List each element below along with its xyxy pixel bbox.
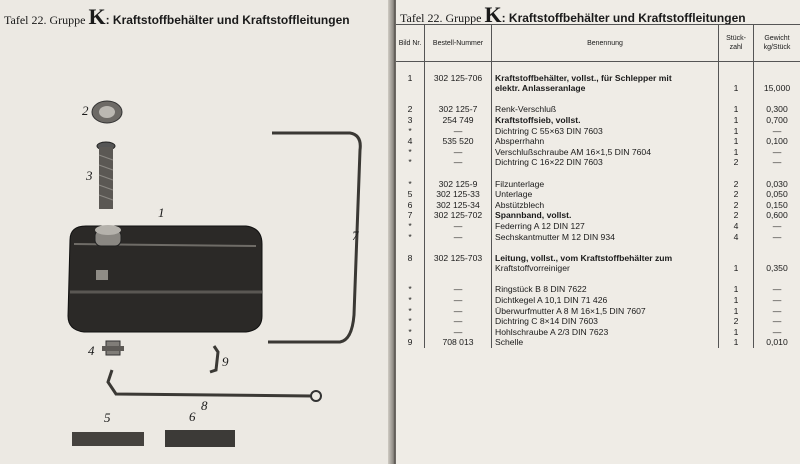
table-row <box>396 295 800 306</box>
cell-part: — <box>425 147 492 158</box>
cell-weight: 0,010 <box>766 337 788 348</box>
table-row <box>396 263 800 274</box>
cell-desc: Abstützblech <box>492 200 719 211</box>
cell-desc: Sechskantmutter M 12 DIN 934 <box>492 232 719 243</box>
cell-weight: — <box>772 284 782 295</box>
cell-weight: — <box>772 220 782 231</box>
fuel-strainer-drawing <box>97 142 115 209</box>
cell-part: — <box>425 306 492 317</box>
cell-weight <box>754 62 800 73</box>
cell-qty: 1 <box>719 306 754 317</box>
cell-part: — <box>425 316 492 327</box>
cell-part: — <box>425 284 492 295</box>
cell-weight <box>754 242 800 253</box>
cell-weight: — <box>772 295 782 306</box>
cell-nr <box>396 274 425 285</box>
cell-part: — <box>425 221 492 232</box>
cell-part: 708 013 <box>425 337 492 348</box>
cell-part: 302 125-7 <box>425 104 492 115</box>
table-row <box>396 168 800 179</box>
callout-5: 5 <box>104 410 111 425</box>
cell-qty: 1 <box>719 147 754 158</box>
cell-part <box>425 62 492 73</box>
cell-weight: 0,030 <box>766 178 788 189</box>
cell-nr: * <box>396 232 425 243</box>
cell-nr <box>396 242 425 253</box>
cell-qty <box>719 242 754 253</box>
table-row <box>396 274 800 285</box>
cell-desc: Absperrhahn <box>492 136 719 147</box>
cell-nr: * <box>396 306 425 317</box>
cell-part <box>425 274 492 285</box>
table-row <box>396 83 800 94</box>
cell-weight: 0,350 <box>766 263 788 274</box>
cell-weight: 15,000 <box>763 83 791 94</box>
clip-drawing <box>210 346 218 372</box>
cell-qty: 2 <box>719 210 754 221</box>
cell-weight: — <box>772 157 782 168</box>
table-row <box>396 232 800 243</box>
cell-part: — <box>425 232 492 243</box>
cell-nr: * <box>396 126 425 137</box>
cell-part: — <box>425 295 492 306</box>
cell-part <box>425 168 492 179</box>
filler-cap-drawing <box>92 101 122 123</box>
cell-weight: — <box>772 146 782 157</box>
cell-part: 302 125-33 <box>425 189 492 200</box>
cell-desc: Spannband, vollst. <box>492 210 719 221</box>
table-row <box>396 115 800 126</box>
header-subtitle: : Kraftstoffbehälter und Kraftstoffleitungen <box>501 11 746 25</box>
header-prefix: Tafel 22. Gruppe <box>4 13 86 27</box>
table-row <box>396 200 800 211</box>
callout-1: 1 <box>158 205 165 220</box>
cell-qty: 1 <box>719 295 754 306</box>
cell-nr: * <box>396 221 425 232</box>
cell-qty: 4 <box>719 221 754 232</box>
cell-weight: — <box>772 125 782 136</box>
cell-weight: — <box>772 316 782 327</box>
cell-weight: 0,300 <box>766 104 788 115</box>
callout-2: 2 <box>82 103 89 118</box>
cell-nr: 3 <box>396 115 425 126</box>
cell-nr: * <box>396 179 425 190</box>
cell-qty: 1 <box>719 83 754 94</box>
table-row <box>396 104 800 115</box>
support-plate-drawing <box>165 430 235 447</box>
cell-qty <box>719 94 754 105</box>
cell-qty: 1 <box>719 263 754 274</box>
cell-desc: Dichtring C 8×14 DIN 7603 <box>492 316 719 327</box>
table-row <box>396 126 800 137</box>
cell-desc: Unterlage <box>492 189 719 200</box>
cell-qty: 1 <box>719 136 754 147</box>
cell-nr <box>396 94 425 105</box>
cell-nr: 8 <box>396 253 425 264</box>
cell-nr: 4 <box>396 136 425 147</box>
cell-weight: 0,700 <box>766 114 788 125</box>
parts-table <box>396 24 800 348</box>
cell-desc: elektr. Anlasseranlage <box>492 83 719 94</box>
callout-9: 9 <box>222 354 229 369</box>
header-subtitle: : Kraftstoffbehälter und Kraftstoffleitungen <box>105 13 350 27</box>
cell-desc: Filzunterlage <box>492 179 719 190</box>
cell-qty: 2 <box>719 157 754 168</box>
cell-nr: 6 <box>396 200 425 211</box>
cell-desc <box>492 168 719 179</box>
cell-part <box>425 83 492 94</box>
table-row <box>396 189 800 200</box>
col-header-nr: Bild Nr. <box>396 25 425 62</box>
cell-qty: 2 <box>719 200 754 211</box>
cell-qty: 1 <box>719 284 754 295</box>
cell-desc: Überwurfmutter A 8 M 16×1,5 DIN 7607 <box>492 306 719 317</box>
cell-desc: Dichtring C 16×22 DIN 7603 <box>492 157 719 168</box>
cell-weight: — <box>772 231 782 242</box>
parts-illustration <box>0 0 392 464</box>
cell-qty: 2 <box>719 316 754 327</box>
table-row <box>396 73 800 84</box>
cell-qty: 1 <box>719 327 754 338</box>
table-row <box>396 221 800 232</box>
cell-qty: 2 <box>719 179 754 190</box>
cell-part <box>425 242 492 253</box>
group-letter: K <box>88 4 106 29</box>
cell-part: — <box>425 327 492 338</box>
cell-desc: Renk-Verschluß <box>492 104 719 115</box>
table-row <box>396 253 800 264</box>
cell-nr: * <box>396 327 425 338</box>
cell-desc: Dichtkegel A 10,1 DIN 71 426 <box>492 295 719 306</box>
callout-6: 6 <box>189 409 196 424</box>
cell-nr: 5 <box>396 189 425 200</box>
cell-weight: 0,600 <box>766 210 788 221</box>
cell-part <box>425 94 492 105</box>
table-row <box>396 284 800 295</box>
cell-desc: Dichtring C 55×63 DIN 7603 <box>492 126 719 137</box>
cell-weight <box>754 168 800 179</box>
cell-qty: 1 <box>719 126 754 137</box>
table-row <box>396 242 800 253</box>
cell-desc: Kraftstoffvorreiniger <box>492 263 719 274</box>
cell-nr: * <box>396 316 425 327</box>
col-header-qty: Stück-zahl <box>719 25 754 62</box>
cell-qty: 1 <box>719 337 754 348</box>
callout-4: 4 <box>88 343 95 358</box>
left-page <box>0 0 392 464</box>
cell-qty: 4 <box>719 232 754 243</box>
cell-desc: Kraftstoffbehälter, vollst., für Schlepper mit <box>492 73 719 84</box>
cell-nr: 2 <box>396 104 425 115</box>
cell-desc: Leitung, vollst., vom Kraftstoffbehälter zum <box>492 253 719 264</box>
cell-qty <box>719 253 754 264</box>
table-row <box>396 94 800 105</box>
cell-qty <box>719 168 754 179</box>
cell-nr <box>396 168 425 179</box>
table-row <box>396 316 800 327</box>
cell-weight <box>754 253 800 264</box>
cell-nr <box>396 62 425 73</box>
cell-part: 302 125-706 <box>425 73 492 84</box>
table-row <box>396 327 800 338</box>
cell-part: 302 125-702 <box>425 210 492 221</box>
cell-desc <box>492 94 719 105</box>
cell-weight <box>754 94 800 105</box>
table-row <box>396 337 800 348</box>
cell-nr: * <box>396 284 425 295</box>
cell-part: 302 125-703 <box>425 253 492 264</box>
table-row <box>396 210 800 221</box>
table-row <box>396 62 800 73</box>
cell-desc <box>492 62 719 73</box>
cell-part: 302 125-9 <box>425 179 492 190</box>
cell-weight <box>754 274 800 285</box>
cell-part: 254 749 <box>425 115 492 126</box>
table-row <box>396 147 800 158</box>
cell-part: — <box>425 157 492 168</box>
cell-nr <box>396 83 425 94</box>
cell-desc <box>492 274 719 285</box>
table-row <box>396 179 800 190</box>
right-page <box>396 0 800 464</box>
cell-nr: * <box>396 157 425 168</box>
cell-desc: Federring A 12 DIN 127 <box>492 221 719 232</box>
cell-qty <box>719 62 754 73</box>
cell-part: 302 125-34 <box>425 200 492 211</box>
cell-part: 535 520 <box>425 136 492 147</box>
cell-desc: Verschlußschraube AM 16×1,5 DIN 7604 <box>492 147 719 158</box>
cell-nr: 9 <box>396 337 425 348</box>
table-row <box>396 136 800 147</box>
cell-nr: 7 <box>396 210 425 221</box>
cell-weight: 0,150 <box>766 199 788 210</box>
cell-weight: 0,100 <box>766 136 788 147</box>
header-prefix: Tafel 22. Gruppe <box>400 11 482 25</box>
fuel-line-drawing <box>108 370 312 396</box>
cell-qty <box>719 73 754 84</box>
cell-desc <box>492 242 719 253</box>
col-header-weight: Gewicht kg/Stück <box>754 25 800 62</box>
cell-desc: Kraftstoffsieb, vollst. <box>492 115 719 126</box>
table-row <box>396 157 800 168</box>
callout-3: 3 <box>86 168 93 183</box>
fuel-tank-drawing <box>68 225 262 332</box>
col-header-desc: Benennung <box>492 25 719 62</box>
cell-weight: — <box>772 305 782 316</box>
tension-strap-drawing <box>268 133 360 342</box>
cell-nr: * <box>396 295 425 306</box>
cell-desc: Ringstück B 8 DIN 7622 <box>492 284 719 295</box>
shutoff-valve-drawing <box>102 341 124 355</box>
table-row <box>396 306 800 317</box>
cell-weight: — <box>772 326 782 337</box>
cell-weight: 0,050 <box>766 189 788 200</box>
cell-nr: 1 <box>396 73 425 84</box>
cell-nr <box>396 263 425 274</box>
cell-weight <box>754 73 800 84</box>
cell-qty: 2 <box>719 189 754 200</box>
callout-8: 8 <box>201 398 208 413</box>
table-header-row <box>396 25 800 62</box>
cell-desc: Schelle <box>492 337 719 348</box>
callout-7: 7 <box>352 228 359 243</box>
cell-qty: 1 <box>719 115 754 126</box>
cell-qty: 1 <box>719 104 754 115</box>
cell-part: — <box>425 126 492 137</box>
cell-nr: * <box>396 147 425 158</box>
cell-part <box>425 263 492 274</box>
cell-desc: Hohlschraube A 2/3 DIN 7623 <box>492 327 719 338</box>
group-letter: K <box>484 2 502 27</box>
col-header-part: Bestell-Nummer <box>425 25 492 62</box>
cell-qty <box>719 274 754 285</box>
pad-drawing <box>72 432 144 446</box>
